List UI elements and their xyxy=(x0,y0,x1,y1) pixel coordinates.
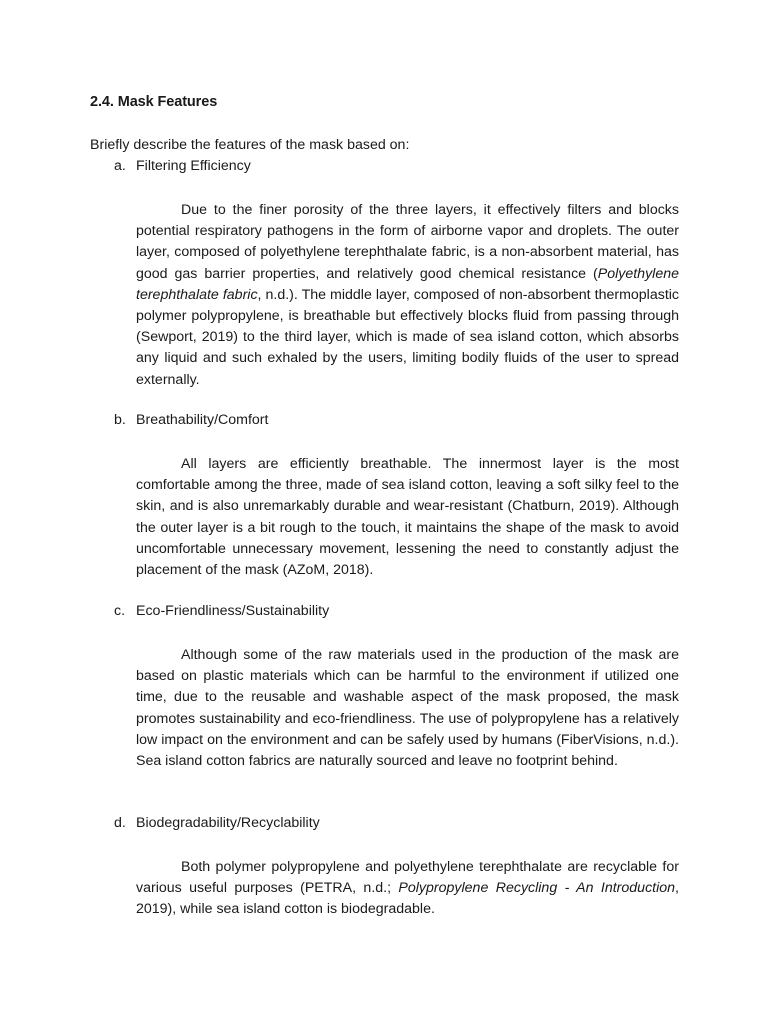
paragraph-biodegradability: Both polymer polypropylene and polyethylene terephthalate are recyclable for various useful purposes (PETRA, n.d.; Polypropylene Recycling - An Introduction, 2019), while sea island cotton is biodegradable. xyxy=(136,859,679,918)
intro-text: Briefly describe the features of the mask based on: xyxy=(90,137,410,153)
paragraph-eco: Although some of the raw materials used in the production of the mask are based on plastic materials which can be harmful to the environment if utilized one time, due to the reusable and washable aspect of the mask proposed, the mask promotes sustainability and eco-friendliness. The use of polypropylene has a relatively low impact on the environment and can be safely used by humans (FiberVisions, n.d.). Sea island cotton fabrics are naturally sourced and leave no footprint behind. xyxy=(136,647,679,770)
list-item-title: Filtering Efficiency xyxy=(136,158,251,174)
list-item-title: Breathability/Comfort xyxy=(136,412,269,428)
section-heading: 2.4. Mask Features xyxy=(90,94,218,110)
list-marker: a. xyxy=(114,158,126,174)
list-item-label-eco xyxy=(114,603,329,619)
paragraph-breathability: All layers are efficiently breathable. The innermost layer is the most comfortable among the three, made of sea island cotton, leaving a soft silky feel to the skin, and is also unremarkably durable and wear-resistant (Chatburn, 2019). Although the outer layer is a bit rough to the touch, it maintains the shape of the mask to avoid uncomfortable unnecessary movement, lessening the need to constantly adjust the placement of the mask (AZoM, 2018). xyxy=(136,456,679,579)
list-marker: b. xyxy=(114,412,126,428)
citation-title: Polyethylene terephthalate fabric xyxy=(136,265,679,303)
list-item-title: Eco-Friendliness/Sustainability xyxy=(136,603,330,619)
list-item-label-biodegradability xyxy=(114,815,320,831)
list-item-label-breathability xyxy=(114,412,268,428)
list-item-label-filtering xyxy=(114,158,251,174)
list-marker: c. xyxy=(114,603,126,619)
citation-title: Polypropylene Recycling - An Introduction xyxy=(398,880,676,897)
paragraph-filtering: Due to the finer porosity of the three layers, it effectively filters and blocks potential respiratory pathogens in the form of airborne vapor and droplets. The outer layer, composed of polyethylene terephthalate fabric, is a non-absorbent material, has good gas barrier properties, and relatively good chemical resistance (Polyethylene terephthalate fabric, n.d.). The middle layer, composed of non-absorbent thermoplastic polymer polypropylene, is breathable but effectively blocks fluid from passing through (Sewport, 2019) to the third layer, which is made of sea island cotton, which absorbs any liquid and such exhaled by the users, limiting bodily fluids of the user to spread externally. xyxy=(136,202,680,388)
list-marker: d. xyxy=(114,815,126,831)
list-item-title: Biodegradability/Recyclability xyxy=(136,815,320,831)
